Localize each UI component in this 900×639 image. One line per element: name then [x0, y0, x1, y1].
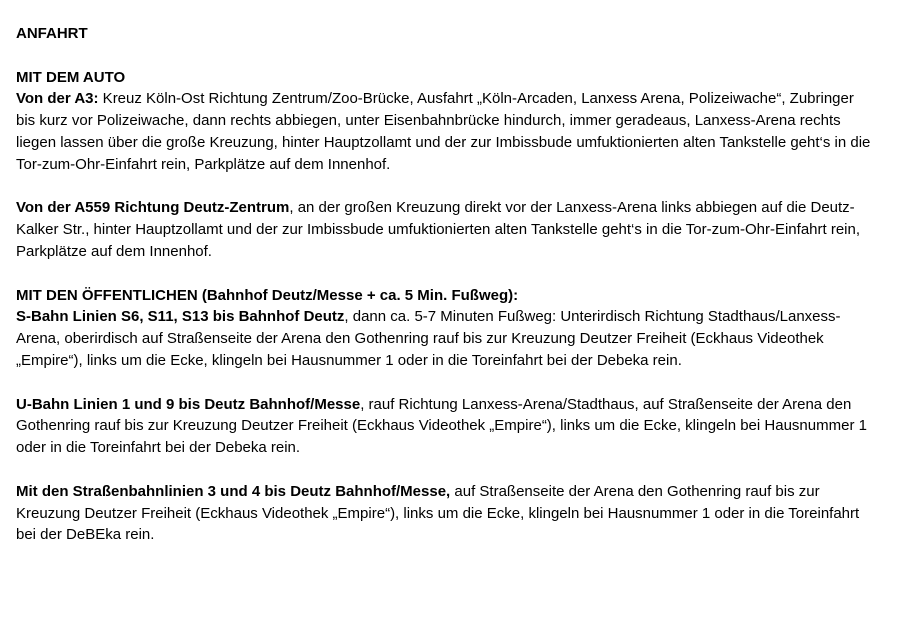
ubahn-label: U-Bahn Linien 1 und 9 bis Deutz Bahnhof/Messe [16, 395, 361, 413]
car-a3-label: Von der A3: [16, 90, 99, 108]
spacer [16, 263, 876, 285]
car-a3-paragraph [16, 88, 876, 175]
tram-label: Mit den Straßenbahnlinien 3 und 4 bis Deutz Bahnhof/Messe, [16, 482, 451, 500]
spacer [16, 45, 876, 67]
ubahn-paragraph [16, 394, 876, 459]
car-section-heading: MIT DEM AUTO [16, 68, 126, 86]
car-a559-paragraph [16, 197, 876, 262]
page-title: ANFAHRT [16, 25, 88, 42]
car-a559-text: , an der großen Kreuzung direkt vor der Lanxess-Arena links abbiegen auf die Deutz-Kalker Str., hinter Hauptzollamt und der zur Imbissbude umfuktionierten alten Tankstelle geht‘s in die Tor-zum-Ohr-Einfahrt rein, Parkplätze auf dem Innenhof. [16, 199, 861, 260]
spacer [16, 176, 876, 198]
spacer [16, 459, 876, 481]
sbahn-text: , dann ca. 5-7 Minuten Fußweg: Unterirdisch Richtung Stadthaus/Lanxess-Arena, oberirdisch auf Straßenseite der Arena den Gothenring rauf bis zur Kreuzung Deutzer Freiheit (Eckhaus Videothek „Empire“), links um die Ecke, klingeln bei Hausnummer 1 oder in die Toreinfahrt bei der Debeka rein. [16, 308, 841, 369]
car-a559-label: Von der A559 Richtung Deutz-Zentrum [16, 199, 290, 217]
sbahn-paragraph [16, 306, 876, 371]
car-a3-text: Kreuz Köln-Ost Richtung Zentrum/Zoo-Brücke, Ausfahrt „Köln-Arcaden, Lanxess Arena, Polizeiwache“, Zubringer bis kurz vor Polizeiwache, dann rechts abbiegen, unter Eisenbahnbrücke hindurch, immer geradeaus, Lanxess-Arena rechts liegen lassen über die große Kreuzung, hinter Hauptzollamt und der zur Imbissbude umfuktionierten alten Tankstelle geht‘s in die Tor-zum-Ohr-Einfahrt rein, Parkplätze auf dem Innenhof. [16, 90, 871, 173]
public-section-heading: MIT DEN ÖFFENTLICHEN (Bahnhof Deutz/Messe + ca. 5 Min. Fußweg): [16, 286, 519, 304]
tram-paragraph [16, 481, 876, 546]
tram-text: auf Straßenseite der Arena den Gothenring rauf bis zur Kreuzung Deutzer Freiheit (Eckhaus Videothek „Empire“), links um die Ecke, klingeln bei Hausnummer 1 oder in die Toreinfahrt bei der DeBEka rein. [16, 482, 860, 544]
ubahn-text: , rauf Richtung Lanxess-Arena/Stadthaus, auf Straßenseite der Arena den Gothenring rauf bis zur Kreuzung Deutzer Freiheit (Eckhaus Videothek „Empire“), links um die Ecke, klingeln bei Hausnummer 1 oder in die Toreinfahrt bei der Debeka rein. [16, 395, 867, 457]
spacer [16, 372, 876, 394]
sbahn-label: S-Bahn Linien S6, S11, S13 bis Bahnhof Deutz [16, 308, 345, 326]
